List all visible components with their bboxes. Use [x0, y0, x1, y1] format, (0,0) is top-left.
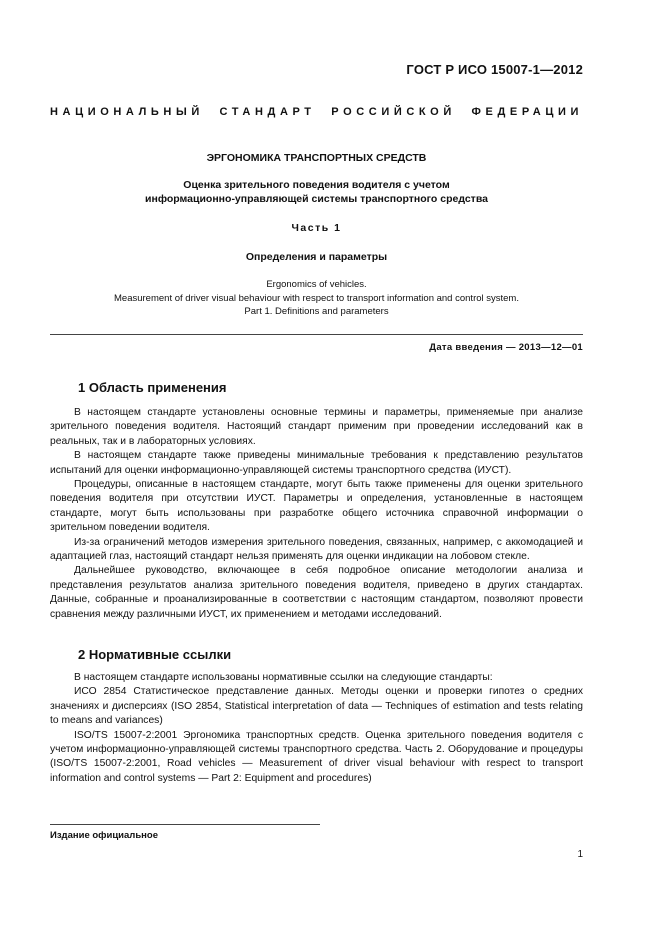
title-main: ЭРГОНОМИКА ТРАНСПОРТНЫХ СРЕДСТВ: [206, 152, 427, 164]
english-title-line-2: Measurement of driver visual behaviour with respect to transport information and control system.: [114, 292, 519, 304]
page-number: 1: [577, 849, 583, 860]
paragraph: ISO/TS 15007-2:2001 Эргономика транспортных средств. Оценка зрительного поведения водителя с учетом информационно-управляющей системы транспортного средства. Часть 2. Оборудование и процедуры (ISO/TS 15007-2:2001, Road vehicles — Measurement of driver visual behaviour with respect to transport information and control systems — Part 2: Equipment and procedures): [50, 729, 583, 784]
section-1-heading: 1 Область применения: [78, 380, 227, 395]
footer-divider: [50, 824, 320, 825]
title-subtitle: [50, 178, 583, 206]
subtitle-line-2: информационно-управляющей системы транспортного средства: [145, 193, 488, 205]
title-definitions: Определения и параметры: [245, 251, 388, 263]
title-part: Часть 1: [291, 222, 342, 234]
paragraph: В настоящем стандарте установлены основные термины и параметры, применяемые при анализе зрительного поведения водителя. Настоящий стандарт применим при проведении исследований как в реальных, так и в лабораторных условиях.: [50, 407, 583, 447]
paragraph: Из-за ограничений методов измерения зрительного поведения, связанных, например, с аккомодацией и адаптацией глаз, настоящий стандарт нельзя применять для оценки индикации на лобовом стекле.: [50, 536, 583, 563]
english-title-line-1: Ergonomics of vehicles.: [266, 279, 367, 290]
paragraph: Процедуры, описанные в настоящем стандарте, могут быть также применены для оценки зрительного поведения водителя при отсутствии ИУСТ. Параметры и определения, установленные в настоящем стандарте, могут быть использованы при разработке общего источника справочной информации о зрительном поведении водителя.: [50, 479, 583, 534]
title-english: [50, 278, 583, 319]
official-edition-label: Издание официальное: [50, 830, 158, 841]
national-standard-banner: НАЦИОНАЛЬНЫЙ СТАНДАРТ РОССИЙСКОЙ ФЕДЕРАЦИИ: [50, 106, 583, 118]
english-title-line-3: Part 1. Definitions and parameters: [244, 306, 389, 317]
section-2-body: [50, 671, 583, 786]
paragraph: В настоящем стандарте использованы нормативные ссылки на следующие стандарты:: [74, 672, 493, 683]
subtitle-line-1: Оценка зрительного поведения водителя с учетом: [183, 179, 450, 191]
header-divider: [50, 334, 583, 335]
paragraph: Дальнейшее руководство, включающее в себя подробное описание методологии анализа и представления результатов анализа зрительного поведения водителя, приведено в других стандартах. Данные, собранные и проанализированные в соответствии с настоящим стандартом, позволяют провести сравнения между различными ИУСТ, их применением и методами исследований.: [50, 565, 583, 620]
section-2-heading: 2 Нормативные ссылки: [78, 647, 232, 662]
introduction-date: Дата введения — 2013—12—01: [429, 342, 583, 353]
paragraph: В настоящем стандарте также приведены минимальные требования к представлению результатов испытаний для оценки информационно-управляющей системы транспортного средства (ИУСТ).: [50, 450, 583, 476]
paragraph: ИСО 2854 Статистическое представление данных. Методы оценки и проверки гипотез о средних значениях и дисперсиях (ISO 2854, Statistical interpretation of data — Techniques of estimation and tests relating to means and variances): [50, 686, 583, 727]
section-1-body: [50, 406, 583, 622]
standard-code: ГОСТ Р ИСО 15007-1—2012: [406, 62, 583, 77]
